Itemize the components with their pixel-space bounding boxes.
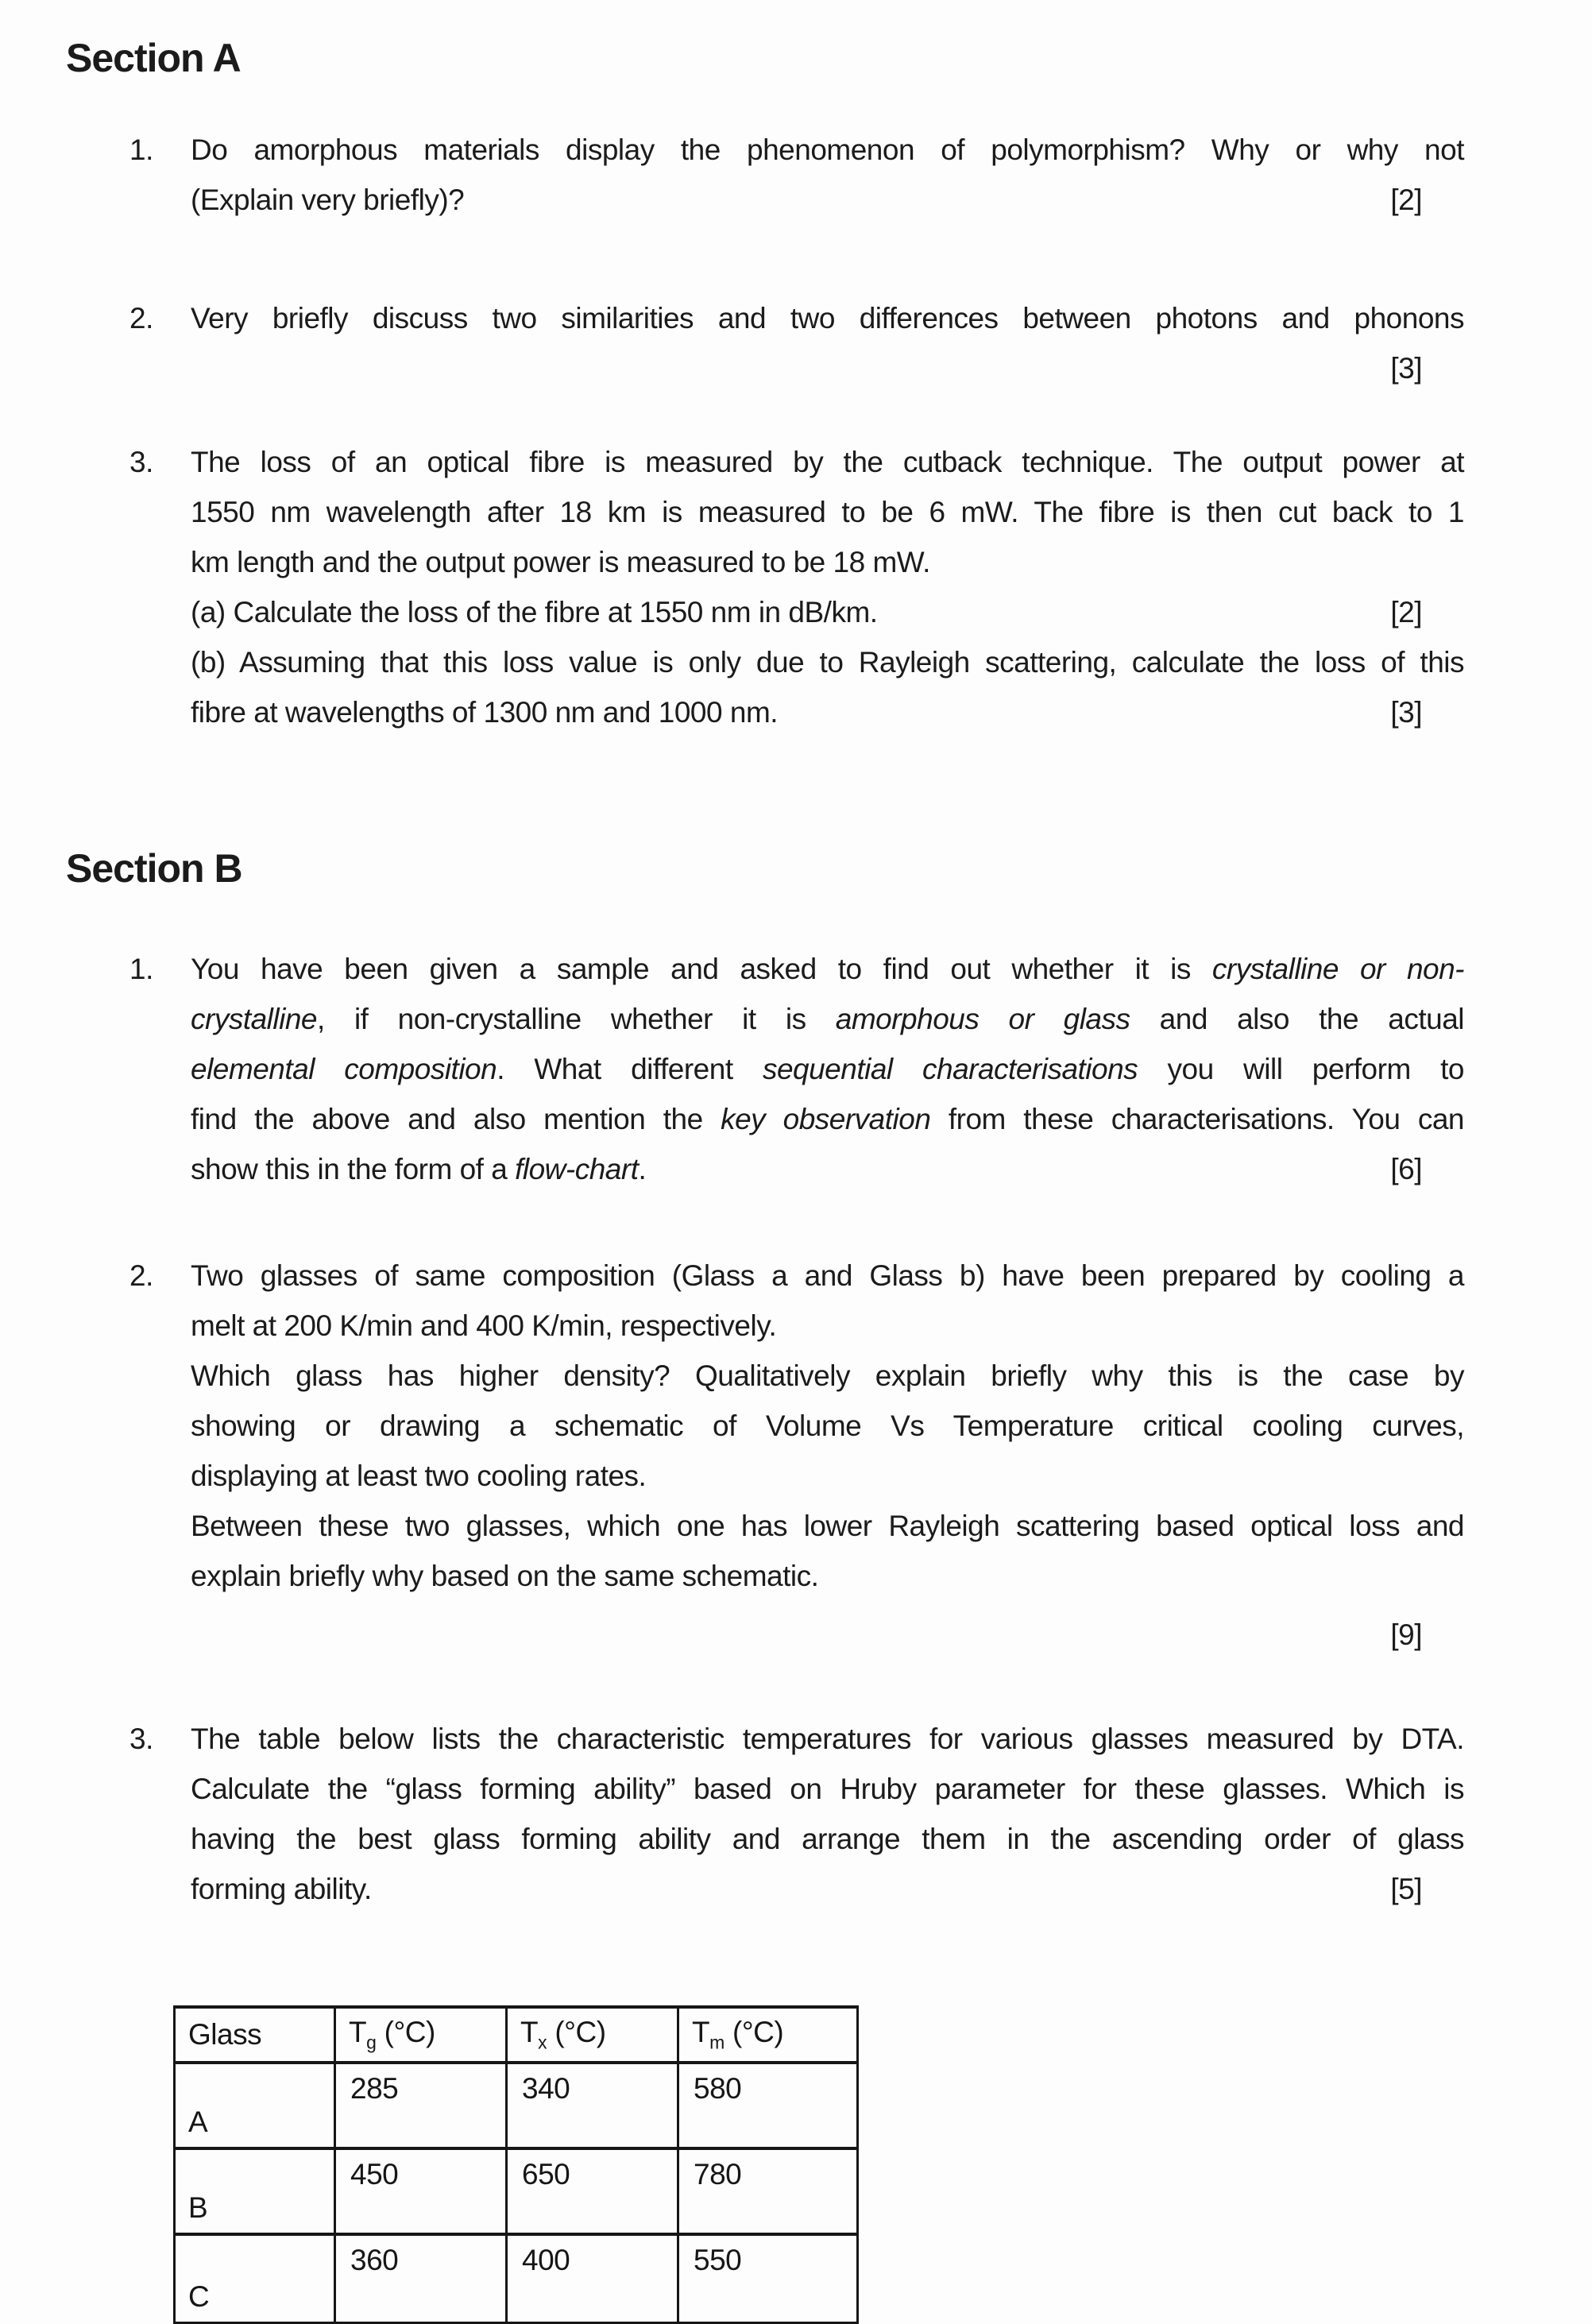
list-number: 3. <box>129 1723 153 1755</box>
table-row <box>175 2148 858 2234</box>
marks-badge: [9] <box>1390 1618 1422 1651</box>
glass-c-tg: 360 <box>335 2234 507 2323</box>
list-number: 2. <box>129 302 153 334</box>
plain-text: from these characterisations. You can <box>930 1103 1464 1135</box>
text-line <box>129 487 1464 537</box>
text-line <box>129 1144 1464 1194</box>
text-line <box>129 437 1464 487</box>
marks-badge: [5] <box>1390 1873 1422 1905</box>
list-number: 3. <box>129 446 153 478</box>
text-line <box>129 637 1464 687</box>
section-a-question-1 <box>129 125 1464 225</box>
question-text <box>191 1094 1464 1144</box>
text-line <box>129 1044 1464 1094</box>
text-line <box>129 175 1464 225</box>
text-line <box>129 343 1464 393</box>
question-text: Which glass has higher density? Qualitatively explain briefly why this is the case by <box>191 1359 1464 1392</box>
text-line <box>129 1814 1464 1864</box>
italic-text: key observation <box>721 1103 931 1135</box>
plain-text: . <box>638 1153 647 1185</box>
italic-text: elemental composition <box>191 1053 497 1085</box>
text-line <box>129 1401 1464 1451</box>
question-text: (Explain very briefly)? <box>191 184 465 216</box>
question-text: Two glasses of same composition (Glass a and Glass b) have been prepared by cooling a <box>191 1259 1464 1292</box>
text-line <box>129 1551 1464 1601</box>
col-header-tx: $T_x$ (°C) <box>507 2007 678 2063</box>
section-b-question-2 <box>129 1251 1464 1601</box>
question-text <box>191 1044 1464 1094</box>
marks-badge: [2] <box>1390 184 1422 216</box>
table-header-row <box>175 2007 858 2063</box>
glass-c-tm: 550 <box>678 2234 858 2323</box>
col-header-glass: Glass <box>175 2007 335 2063</box>
section-b-question-1 <box>129 944 1464 1194</box>
plain-text: show this in the form of a <box>191 1153 516 1185</box>
marks-badge: [2] <box>1390 596 1422 628</box>
text-line <box>129 1714 1464 1764</box>
text-line <box>129 994 1464 1044</box>
question-text: forming ability. <box>191 1873 372 1905</box>
section-a-heading: Section A <box>66 36 241 80</box>
plain-text: and also the actual <box>1130 1003 1464 1035</box>
italic-text: crystalline or non- <box>1211 953 1464 985</box>
col-header-tg: $T_g$ (°C) <box>335 2007 507 2063</box>
plain-text: find the above and also mention the <box>191 1103 721 1135</box>
italic-text: sequential characterisations <box>762 1053 1138 1085</box>
text-line <box>129 587 1464 637</box>
question-text: displaying at least two cooling rates. <box>191 1460 647 1492</box>
text-line <box>129 537 1464 587</box>
text-line <box>129 293 1464 343</box>
text-line <box>129 1864 1464 1914</box>
list-number: 2. <box>129 1259 153 1292</box>
text-line <box>129 1251 1464 1301</box>
question-text: 1550 nm wavelength after 18 km is measured to be 6 mW. The fibre is then cut back to 1 <box>191 496 1464 528</box>
text-line <box>129 1451 1464 1501</box>
list-number: 1. <box>129 953 153 985</box>
plain-text: , if non-crystalline whether it is <box>317 1003 836 1035</box>
glass-a-tx: 340 <box>507 2063 678 2148</box>
section-b-question-2-marks <box>129 1610 1464 1660</box>
section-a-question-2 <box>129 293 1464 393</box>
glass-temperatures-table <box>173 2005 859 2324</box>
text-line <box>129 1764 1464 1814</box>
section-a-question-3 <box>129 437 1464 737</box>
glass-a-label: A <box>175 2063 335 2148</box>
text-line <box>129 687 1464 737</box>
glass-b-tx: 650 <box>507 2148 678 2234</box>
question-text: (b) Assuming that this loss value is only due to Rayleigh scattering, calculate the loss of this <box>191 646 1464 679</box>
question-text: km length and the output power is measured to be 18 mW. <box>191 546 930 578</box>
question-text: Very briefly discuss two similarities and two differences between photons and phonons <box>191 302 1464 334</box>
question-text <box>191 994 1464 1044</box>
question-text <box>191 1144 1374 1194</box>
glass-b-label: B <box>175 2148 335 2234</box>
plain-text: . What different <box>497 1053 763 1085</box>
text-line <box>129 1301 1464 1351</box>
text-line <box>129 1501 1464 1551</box>
question-text: The loss of an optical fibre is measured by the cutback technique. The output power at <box>191 446 1464 478</box>
section-b-heading: Section B <box>66 846 242 891</box>
question-text: melt at 200 K/min and 400 K/min, respectively. <box>191 1309 777 1342</box>
list-number: 1. <box>129 133 153 166</box>
table-row <box>175 2063 858 2148</box>
marks-badge: [3] <box>1390 696 1422 729</box>
question-text: Do amorphous materials display the phenomenon of polymorphism? Why or why not <box>191 133 1464 166</box>
glass-b-tm: 780 <box>678 2148 858 2234</box>
text-line <box>129 1610 1464 1660</box>
glass-a-tg: 285 <box>335 2063 507 2148</box>
question-text: having the best glass forming ability and arrange them in the ascending order of glass <box>191 1823 1464 1855</box>
question-text: (a) Calculate the loss of the fibre at 1550 nm in dB/km. <box>191 596 878 628</box>
question-text: showing or drawing a schematic of Volume Vs Temperature critical cooling curves, <box>191 1409 1464 1442</box>
table-row <box>175 2234 858 2323</box>
question-text: Calculate the “glass forming ability” based on Hruby parameter for these glasses. Which is <box>191 1773 1464 1805</box>
text-line <box>129 125 1464 175</box>
question-text <box>191 944 1464 994</box>
plain-text: You have been given a sample and asked to find out whether it is <box>191 953 1212 985</box>
marks-badge: [3] <box>1390 352 1422 385</box>
question-text: Between these two glasses, which one has lower Rayleigh scattering based optical loss and <box>191 1510 1464 1542</box>
glass-a-tm: 580 <box>678 2063 858 2148</box>
text-line <box>129 1351 1464 1401</box>
glass-c-label: C <box>175 2234 335 2323</box>
italic-text: flow-chart <box>515 1153 639 1185</box>
question-text: fibre at wavelengths of 1300 nm and 1000 nm. <box>191 696 779 729</box>
plain-text: you will perform to <box>1138 1053 1464 1085</box>
text-line <box>129 944 1464 994</box>
section-b-question-3 <box>129 1714 1464 1914</box>
glass-c-tx: 400 <box>507 2234 678 2323</box>
marks-badge: [6] <box>1390 1153 1422 1185</box>
glass-b-tg: 450 <box>335 2148 507 2234</box>
italic-text: crystalline <box>191 1003 317 1035</box>
text-line <box>129 1094 1464 1144</box>
col-header-tm: $T_m$ (°C) <box>678 2007 858 2063</box>
question-text: The table below lists the characteristic temperatures for various glasses measured by DTA. <box>191 1723 1464 1755</box>
italic-text: amorphous or glass <box>835 1003 1130 1035</box>
question-text: explain briefly why based on the same schematic. <box>191 1560 819 1592</box>
